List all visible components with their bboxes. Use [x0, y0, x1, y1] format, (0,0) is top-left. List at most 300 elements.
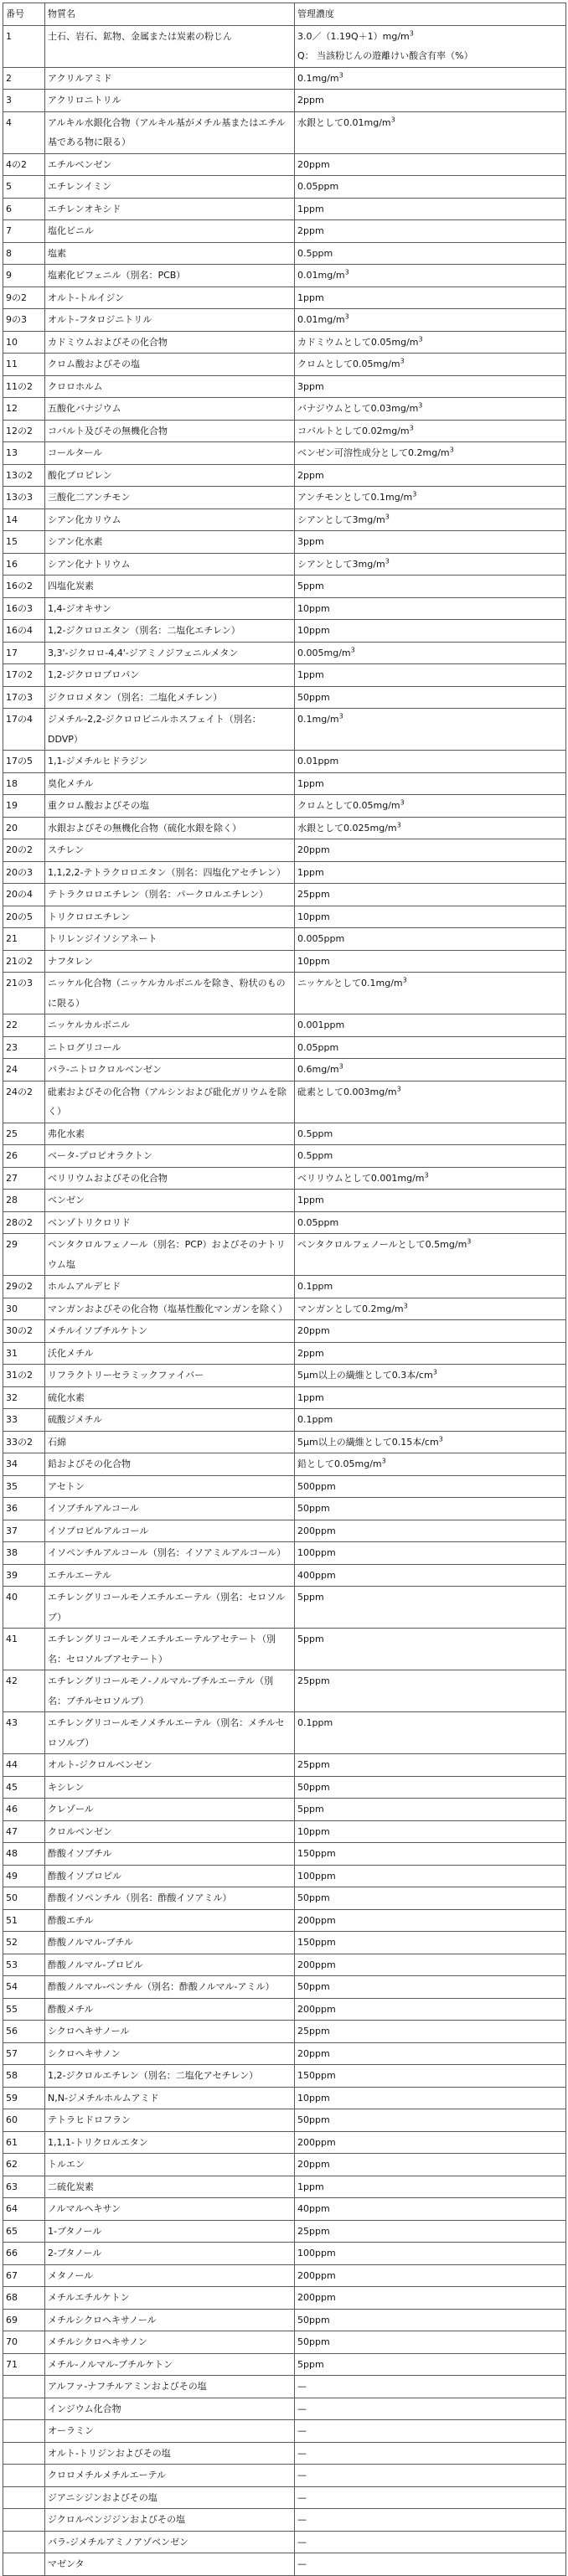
cell-concentration: 0.01ppm	[295, 751, 566, 773]
cell-substance: オルト-フタロジニトリル	[45, 309, 295, 332]
table-row	[3, 2243, 566, 2265]
cell-concentration: 5ppm	[295, 576, 566, 598]
cell-concentration: シアンとして$3mg/m^3$	[295, 508, 566, 531]
table-row	[3, 1475, 566, 1498]
cell-number: 23	[3, 1036, 45, 1059]
cell-number: 17の5	[3, 751, 45, 773]
cell-number: 52	[3, 1932, 45, 1954]
cell-substance: 1-ブタノール	[45, 2220, 295, 2243]
cell-number: 19	[3, 795, 45, 818]
table-row	[3, 2131, 566, 2154]
table-row	[3, 576, 566, 598]
cell-substance: カドミウムおよびその化合物	[45, 331, 295, 354]
cell-number: 13の2	[3, 464, 45, 487]
cell-concentration: 5ppm	[295, 1587, 566, 1629]
cell-substance: 1,1,1-トリクロルエタン	[45, 2131, 295, 2154]
cell-concentration: $0.005mg/m^3$	[295, 642, 566, 664]
cell-concentration: 3ppm	[295, 531, 566, 554]
table-row	[3, 1059, 566, 1082]
cell-concentration: 5ppm	[295, 2353, 566, 2376]
cell-number: 13の3	[3, 487, 45, 509]
cell-concentration: 1ppm	[295, 664, 566, 687]
table-row	[3, 2264, 566, 2287]
cell-number: 37	[3, 1520, 45, 1542]
cell-number: 22	[3, 1014, 45, 1037]
cell-concentration: 200ppm	[295, 1909, 566, 1932]
cell-number: 60	[3, 2109, 45, 2132]
table-row	[3, 795, 566, 818]
table-row	[3, 2486, 566, 2509]
cell-concentration: 1ppm	[295, 861, 566, 884]
cell-substance: トルエン	[45, 2154, 295, 2176]
cell-substance: 酢酸イソペンチル（別名：酢酸イソアミル）	[45, 1887, 295, 1910]
cell-concentration: 0.05ppm	[295, 1211, 566, 1234]
cell-concentration: 200ppm	[295, 2264, 566, 2287]
cell-number	[3, 2486, 45, 2509]
cell-number: 20の5	[3, 906, 45, 928]
cell-number	[3, 2398, 45, 2420]
cell-substance: メチルエチルケトン	[45, 2287, 295, 2310]
table-row	[3, 906, 566, 928]
cell-concentration: 150ppm	[295, 1932, 566, 1954]
cell-concentration: 50ppm	[295, 1887, 566, 1910]
table-row	[3, 1820, 566, 1843]
table-row	[3, 642, 566, 664]
cell-substance: シクロヘキサノン	[45, 2042, 295, 2065]
cell-concentration: 1ppm	[295, 198, 566, 220]
cell-number: 12	[3, 398, 45, 421]
cell-concentration: $0.1mg/m^3$	[295, 709, 566, 751]
cell-concentration: 200ppm	[295, 1998, 566, 2021]
cell-substance: シアン化水素	[45, 531, 295, 554]
table-row	[3, 2331, 566, 2354]
cell-substance: エチレンオキシド	[45, 198, 295, 220]
cell-substance: 臭化メチル	[45, 772, 295, 795]
cell-number: 61	[3, 2131, 45, 2154]
cell-number: 50	[3, 1887, 45, 1910]
table-row	[3, 375, 566, 398]
cell-number: 64	[3, 2198, 45, 2221]
cell-number: 33の2	[3, 1431, 45, 1453]
cell-substance: 水銀およびその無機化合物（硫化水銀を除く）	[45, 817, 295, 839]
cell-number: 65	[3, 2220, 45, 2243]
cell-substance: コールタール	[45, 442, 295, 465]
table-row	[3, 198, 566, 220]
cell-substance: 塩化ビニル	[45, 220, 295, 243]
table-row	[3, 2509, 566, 2532]
cell-concentration: 100ppm	[295, 1542, 566, 1565]
table-row	[3, 1587, 566, 1629]
cell-substance: 三酸化二アンチモン	[45, 487, 295, 509]
cell-number: 57	[3, 2042, 45, 2065]
cell-concentration: コバルトとして$0.02mg/m^3$	[295, 420, 566, 442]
cell-concentration: —	[295, 2376, 566, 2398]
cell-number: 62	[3, 2154, 45, 2176]
header-substance: 物質名	[45, 3, 295, 26]
cell-number: 13	[3, 442, 45, 465]
table-row	[3, 1014, 566, 1037]
cell-concentration: $0.6mg/m^3$	[295, 1059, 566, 1082]
cell-concentration: 200ppm	[295, 1954, 566, 1976]
cell-substance: ノルマルヘキサン	[45, 2198, 295, 2221]
cell-concentration: 50ppm	[295, 1776, 566, 1799]
cell-concentration: 0.5ppm	[295, 1145, 566, 1168]
cell-concentration: 1ppm	[295, 1386, 566, 1409]
cell-substance: クロム酸およびその塩	[45, 354, 295, 376]
cell-number: 20	[3, 817, 45, 839]
cell-concentration: 2ppm	[295, 90, 566, 112]
cell-substance: エチルエーテル	[45, 1564, 295, 1587]
cell-concentration: 50ppm	[295, 1498, 566, 1520]
cell-substance: 硫酸ジメチル	[45, 1409, 295, 1432]
table-row	[3, 1843, 566, 1866]
cell-substance: パラ-ジメチルアミノアゾベンゼン	[45, 2531, 295, 2553]
cell-concentration: バナジウムとして$0.03mg/m^3$	[295, 398, 566, 421]
cell-number: 28の2	[3, 1211, 45, 1234]
cell-number: 29	[3, 1234, 45, 1276]
table-row	[3, 287, 566, 309]
cell-number: 24	[3, 1059, 45, 1082]
cell-substance: ベータ-プロピオラクトン	[45, 1145, 295, 1168]
cell-substance: 五酸化バナジウム	[45, 398, 295, 421]
cell-substance: リフラクトリーセラミックファイバー	[45, 1365, 295, 1387]
cell-substance: 1,2-ジクロロエタン（別名：二塩化エチレン）	[45, 620, 295, 643]
cell-number: 17の3	[3, 686, 45, 709]
cell-number: 29の2	[3, 1276, 45, 1298]
cell-number: 6	[3, 198, 45, 220]
cell-concentration: $0.01mg/m^3$	[295, 265, 566, 287]
table-row	[3, 1123, 566, 1145]
cell-concentration: 400ppm	[295, 1564, 566, 1587]
table-row	[3, 1431, 566, 1453]
table-row	[3, 2353, 566, 2376]
cell-substance: テトラヒドロフラン	[45, 2109, 295, 2132]
cell-number: 21の2	[3, 950, 45, 973]
table-row	[3, 1190, 566, 1212]
cell-number	[3, 2465, 45, 2487]
table-row	[3, 1542, 566, 1565]
cell-substance: アクリロニトリル	[45, 90, 295, 112]
cell-number: 36	[3, 1498, 45, 1520]
cell-number: 9の2	[3, 287, 45, 309]
cell-number: 20の4	[3, 884, 45, 906]
table-row	[3, 1036, 566, 1059]
table-row	[3, 1276, 566, 1298]
cell-substance: 塩素	[45, 242, 295, 265]
cell-number: 27	[3, 1167, 45, 1190]
cell-concentration: 500ppm	[295, 1475, 566, 1498]
cell-substance: ニッケルカルボニル	[45, 1014, 295, 1037]
cell-substance: 酢酸ノルマル-プロピル	[45, 1954, 295, 1976]
cell-substance: メチルシクロヘキサノン	[45, 2331, 295, 2354]
cell-concentration: 0.5ppm	[295, 242, 566, 265]
cell-concentration: 50ppm	[295, 686, 566, 709]
table-row	[3, 772, 566, 795]
table-row	[3, 1081, 566, 1123]
header-number: 番号	[3, 3, 45, 26]
cell-concentration: 25ppm	[295, 1670, 566, 1712]
cell-substance: イソペンチルアルコール（別名：イソアミルアルコール）	[45, 1542, 295, 1565]
control-concentration-table	[3, 3, 566, 2576]
cell-concentration: 2ppm	[295, 464, 566, 487]
cell-substance: 砒素およびその化合物（アルシンおよび砒化ガリウムを除く）	[45, 1081, 295, 1123]
cell-substance: メチルシクロヘキサノール	[45, 2309, 295, 2331]
table-row	[3, 487, 566, 509]
table-row	[3, 2042, 566, 2065]
cell-substance: 酢酸エチル	[45, 1909, 295, 1932]
cell-number: 70	[3, 2331, 45, 2354]
cell-substance: アクリルアミド	[45, 67, 295, 90]
cell-number: 51	[3, 1909, 45, 1932]
cell-concentration: 20ppm	[295, 2042, 566, 2065]
table-row	[3, 2398, 566, 2420]
table-row	[3, 1909, 566, 1932]
table-row	[3, 331, 566, 354]
cell-number: 49	[3, 1865, 45, 1887]
table-row	[3, 1298, 566, 1320]
cell-concentration: 鉛として$0.05mg/m^3$	[295, 1453, 566, 1476]
cell-number	[3, 2442, 45, 2465]
table-row	[3, 242, 566, 265]
cell-number: 15	[3, 531, 45, 554]
cell-number: 11	[3, 354, 45, 376]
cell-substance: マンガンおよびその化合物（塩基性酸化マンガンを除く）	[45, 1298, 295, 1320]
cell-concentration: 2ppm	[295, 1342, 566, 1365]
cell-substance: マゼンタ	[45, 2553, 295, 2576]
cell-number: 17の2	[3, 664, 45, 687]
cell-substance: インジウム化合物	[45, 2398, 295, 2420]
cell-substance: スチレン	[45, 839, 295, 862]
cell-number: 7	[3, 220, 45, 243]
cell-number: 41	[3, 1629, 45, 1670]
table-row	[3, 2198, 566, 2221]
cell-number: 30	[3, 1298, 45, 1320]
cell-number: 16の4	[3, 620, 45, 643]
cell-substance: シアン化ナトリウム	[45, 553, 295, 576]
cell-concentration: 0.5ppm	[295, 1123, 566, 1145]
cell-concentration: 5μm以上の繊維として0.15本$/cm^3$	[295, 1431, 566, 1453]
cell-substance: 四塩化炭素	[45, 576, 295, 598]
cell-concentration: 3ppm	[295, 375, 566, 398]
cell-number: 16	[3, 553, 45, 576]
table-row	[3, 1453, 566, 1476]
cell-number: 69	[3, 2309, 45, 2331]
table-row	[3, 2176, 566, 2198]
table-row	[3, 950, 566, 973]
cell-concentration: 20ppm	[295, 1320, 566, 1343]
cell-substance: ペンタクロルフェノール（別名：PCP）およびそのナトリウム塩	[45, 1234, 295, 1276]
cell-number: 4の2	[3, 153, 45, 176]
table-row	[3, 620, 566, 643]
table-row	[3, 817, 566, 839]
cell-substance: N,N-ジメチルホルムアミド	[45, 2087, 295, 2109]
table-row	[3, 1234, 566, 1276]
table-row	[3, 1754, 566, 1777]
table-row	[3, 1865, 566, 1887]
cell-substance: 2-ブタノール	[45, 2243, 295, 2265]
cell-substance: エチレングリコールモノエチルエーテル（別名：セロソルブ）	[45, 1587, 295, 1629]
cell-concentration: —	[295, 2420, 566, 2443]
table-row	[3, 1520, 566, 1542]
table-row	[3, 354, 566, 376]
cell-substance: 沃化メチル	[45, 1342, 295, 1365]
cell-number: 55	[3, 1998, 45, 2021]
cell-concentration: $0.01mg/m^3$	[295, 309, 566, 332]
cell-number: 30の2	[3, 1320, 45, 1343]
cell-concentration: 0.001ppm	[295, 1014, 566, 1037]
cell-concentration: —	[295, 2442, 566, 2465]
table-row	[3, 1564, 566, 1587]
table-row	[3, 1409, 566, 1432]
cell-number: 48	[3, 1843, 45, 1866]
cell-substance: コバルト及びその無機化合物	[45, 420, 295, 442]
cell-substance: 1,4-ジオキサン	[45, 597, 295, 620]
cell-number: 14	[3, 508, 45, 531]
table-row	[3, 309, 566, 332]
table-row	[3, 2531, 566, 2553]
cell-concentration: $0.1mg/m^3$	[295, 67, 566, 90]
cell-concentration: 200ppm	[295, 2131, 566, 2154]
cell-concentration: 10ppm	[295, 950, 566, 973]
cell-substance: ベリリウムおよびその化合物	[45, 1167, 295, 1190]
cell-number: 21の3	[3, 973, 45, 1014]
cell-concentration: 0.1ppm	[295, 1409, 566, 1432]
cell-number: 8	[3, 242, 45, 265]
cell-substance: エチレングリコールモノエチルエーテルアセテート（別名：セロソルブアセテート）	[45, 1629, 295, 1670]
cell-number: 32	[3, 1386, 45, 1409]
cell-concentration: 10ppm	[295, 597, 566, 620]
cell-concentration: 50ppm	[295, 2331, 566, 2354]
cell-concentration: $3.0/(1.19Q+1)mg/m^3$ Q： 当該粉じんの遊離けい酸含有率（%）	[295, 25, 566, 67]
cell-concentration: マンガンとして$0.2mg/m^3$	[295, 1298, 566, 1320]
cell-substance: 酢酸ノルマル-ブチル	[45, 1932, 295, 1954]
cell-substance: メタノール	[45, 2264, 295, 2287]
cell-number: 31	[3, 1342, 45, 1365]
cell-concentration: 50ppm	[295, 2309, 566, 2331]
cell-number: 67	[3, 2264, 45, 2287]
cell-number: 16の2	[3, 576, 45, 598]
table-row	[3, 1320, 566, 1343]
table-row	[3, 1211, 566, 1234]
table-row	[3, 531, 566, 554]
table-row	[3, 751, 566, 773]
cell-number: 59	[3, 2087, 45, 2109]
table-row	[3, 664, 566, 687]
cell-substance: クロロメチルメチルエーテル	[45, 2465, 295, 2487]
cell-substance: 土石、岩石、鉱物、金属または炭素の粉じん	[45, 25, 295, 67]
cell-substance: クロロホルム	[45, 375, 295, 398]
cell-concentration: 20ppm	[295, 839, 566, 862]
table-row	[3, 2442, 566, 2465]
cell-substance: ナフタレン	[45, 950, 295, 973]
cell-number: 43	[3, 1712, 45, 1754]
table-row	[3, 1167, 566, 1190]
cell-number: 68	[3, 2287, 45, 2310]
cell-number: 9の3	[3, 309, 45, 332]
table-row	[3, 1670, 566, 1712]
table-row	[3, 220, 566, 243]
cell-substance: トリクロロエチレン	[45, 906, 295, 928]
cell-number: 39	[3, 1564, 45, 1587]
table-row	[3, 553, 566, 576]
cell-substance: イソブチルアルコール	[45, 1498, 295, 1520]
concentration-table-sheet	[3, 3, 565, 2576]
cell-concentration: 20ppm	[295, 2154, 566, 2176]
table-row	[3, 861, 566, 884]
cell-number: 24の2	[3, 1081, 45, 1123]
table-row	[3, 1629, 566, 1670]
cell-concentration: 0.1ppm	[295, 1712, 566, 1754]
cell-substance: 1,1-ジメチルヒドラジン	[45, 751, 295, 773]
cell-concentration: —	[295, 2509, 566, 2532]
cell-number: 10	[3, 331, 45, 354]
table-row	[3, 1498, 566, 1520]
table-row	[3, 2109, 566, 2132]
cell-number: 31の2	[3, 1365, 45, 1387]
cell-substance: パラ-ニトロクロルベンゼン	[45, 1059, 295, 1082]
cell-number: 20の2	[3, 839, 45, 862]
cell-number	[3, 2531, 45, 2553]
cell-concentration: 10ppm	[295, 906, 566, 928]
cell-substance: イソプロピルアルコール	[45, 1520, 295, 1542]
cell-substance: ホルムアルデヒド	[45, 1276, 295, 1298]
header-concentration: 管理濃度	[295, 3, 566, 26]
cell-number: 58	[3, 2065, 45, 2088]
cell-substance: トリレンジイソシアネート	[45, 928, 295, 951]
cell-concentration: 25ppm	[295, 1754, 566, 1777]
cell-substance: メチルイソブチルケトン	[45, 1320, 295, 1343]
cell-substance: 酢酸メチル	[45, 1998, 295, 2021]
table-row	[3, 442, 566, 465]
cell-number: 66	[3, 2243, 45, 2265]
cell-number: 17	[3, 642, 45, 664]
cell-substance: エチルベンゼン	[45, 153, 295, 176]
cell-substance: ジメチル-2,2-ジクロロビニルホスフェイト（別名：DDVP）	[45, 709, 295, 751]
table-row	[3, 2287, 566, 2310]
table-row	[3, 265, 566, 287]
cell-substance: ジクロロメタン（別名：二塩化メチレン）	[45, 686, 295, 709]
cell-concentration: 5μm以上の繊維として0.3本$/cm^3$	[295, 1365, 566, 1387]
cell-number	[3, 2376, 45, 2398]
table-row	[3, 2220, 566, 2243]
cell-number: 35	[3, 1475, 45, 1498]
cell-concentration: 150ppm	[295, 2065, 566, 2088]
table-row	[3, 464, 566, 487]
table-row	[3, 1386, 566, 1409]
cell-number: 46	[3, 1799, 45, 1821]
cell-concentration: 20ppm	[295, 153, 566, 176]
table-row	[3, 2154, 566, 2176]
table-header-row	[3, 3, 566, 26]
cell-concentration: 水銀として$0.025mg/m^3$	[295, 817, 566, 839]
cell-number: 44	[3, 1754, 45, 1777]
cell-substance: アセトン	[45, 1475, 295, 1498]
cell-substance: 石綿	[45, 1431, 295, 1453]
cell-substance: シクロヘキサノール	[45, 2021, 295, 2043]
cell-number: 11の2	[3, 375, 45, 398]
cell-substance: 鉛およびその化合物	[45, 1453, 295, 1476]
cell-concentration: ベンゼン可溶性成分として$0.2mg/m^3$	[295, 442, 566, 465]
table-row	[3, 839, 566, 862]
table-row	[3, 398, 566, 421]
cell-substance: 1,1,2,2-テトラクロロエタン（別名：四塩化アセチレン）	[45, 861, 295, 884]
table-row	[3, 884, 566, 906]
cell-concentration: 砒素として$0.003mg/m^3$	[295, 1081, 566, 1123]
table-row	[3, 973, 566, 1014]
cell-substance: ニトログリコール	[45, 1036, 295, 1059]
cell-concentration: 5ppm	[295, 1629, 566, 1670]
cell-substance: 二硫化炭素	[45, 2176, 295, 2198]
